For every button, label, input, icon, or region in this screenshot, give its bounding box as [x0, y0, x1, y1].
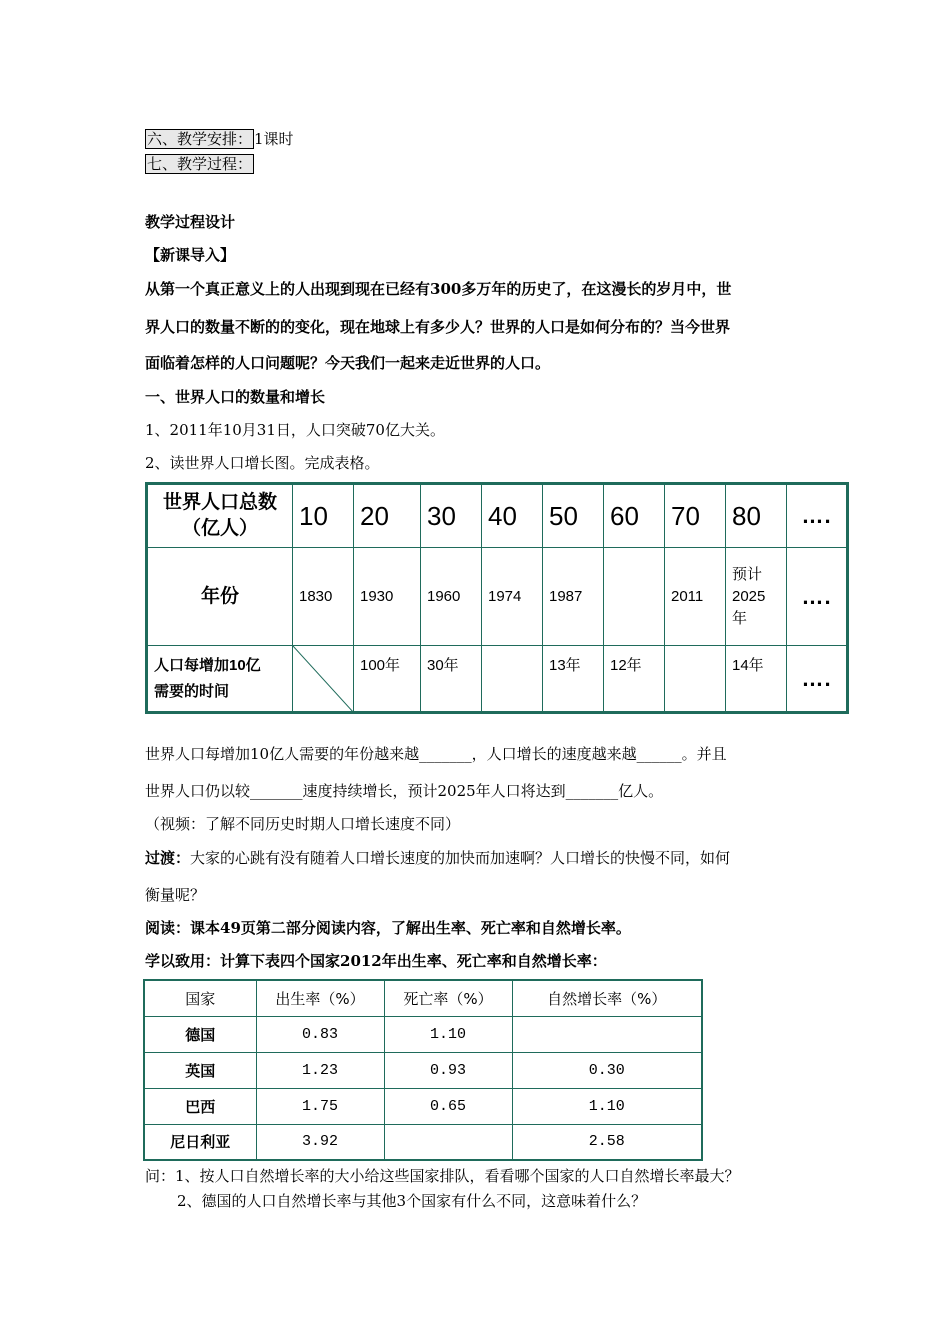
- death-cell: 0.93: [384, 1052, 512, 1088]
- death-cell: 0.65: [384, 1088, 512, 1124]
- total-cell: 70: [665, 484, 726, 548]
- year-cell: [604, 548, 665, 646]
- question-2: 2、德国的人口自然增长率与其他3个国家有什么不同，这意味着什么？: [177, 1192, 647, 1210]
- diagonal-line: [293, 646, 354, 713]
- process-label: 七、教学过程：: [147, 155, 253, 173]
- header-birth: 出生率（%）: [256, 980, 384, 1016]
- transition-line: [145, 847, 730, 868]
- item-2: 2、读世界人口增长图。完成表格。: [145, 454, 380, 472]
- total-cell: 50: [543, 484, 604, 548]
- year-cell: 2011: [665, 548, 726, 646]
- fill-line-2: 世界人口仍以较_______速度持续增长，预计2025年人口将达到_______亿人。: [145, 782, 664, 800]
- table-row: [144, 1088, 702, 1124]
- birth-cell: 3.92: [256, 1124, 384, 1160]
- natural-cell: 2.58: [512, 1124, 702, 1160]
- year-cell: 1974: [482, 548, 543, 646]
- total-cell: 20: [354, 484, 421, 548]
- death-cell: 1.10: [384, 1016, 512, 1052]
- table-row: [144, 1016, 702, 1052]
- apply-line: 学以致用：计算下表四个国家2012年出生率、死亡率和自然增长率：: [145, 952, 607, 970]
- intro-heading: 【新课导入】: [145, 246, 236, 264]
- video-note: （视频：了解不同历史时期人口增长速度不同）: [145, 815, 461, 833]
- natural-cell: 0.30: [512, 1052, 702, 1088]
- year-cell: 1960: [421, 548, 482, 646]
- reading-line: 阅读：课本49页第二部分阅读内容，了解出生率、死亡率和自然增长率。: [145, 919, 631, 937]
- table-row: [144, 1052, 702, 1088]
- section1-heading: 一、世界人口的数量和增长: [145, 388, 326, 406]
- forecast-year-cell: 预计 2025 年: [726, 548, 787, 646]
- table-row: [144, 1124, 702, 1160]
- transition-line-2: 衡量呢？: [145, 886, 206, 904]
- years-label: 年份: [147, 548, 293, 646]
- teaching-process: [145, 153, 254, 174]
- intervals-label: 人口每增加10亿 需要的时间: [147, 646, 293, 713]
- teaching-arrangement: [145, 128, 294, 149]
- country-cell: 英国: [144, 1052, 256, 1088]
- header-death: 死亡率（%）: [384, 980, 512, 1016]
- interval-cell: 100年: [354, 646, 421, 713]
- rate-header-row: [144, 980, 702, 1016]
- interval-cell: [665, 646, 726, 713]
- total-cell: 80: [726, 484, 787, 548]
- arrangement-value: 1课时: [254, 130, 294, 148]
- population-row-years: [147, 548, 848, 646]
- population-row-totals: [147, 484, 848, 548]
- question-1: 问：1、按人口自然增长率的大小给这些国家排队，看看哪个国家的人口自然增长率最大？: [145, 1167, 740, 1185]
- arrangement-label: 六、教学安排：: [147, 130, 253, 148]
- year-cell: 1930: [354, 548, 421, 646]
- natural-cell: 1.10: [512, 1088, 702, 1124]
- item-1: 1、2011年10月31日，人口突破70亿大关。: [145, 421, 445, 439]
- year-cell: 1830: [293, 548, 354, 646]
- birth-cell: 1.75: [256, 1088, 384, 1124]
- total-cell: 60: [604, 484, 665, 548]
- country-cell: 尼日利亚: [144, 1124, 256, 1160]
- death-cell: [384, 1124, 512, 1160]
- country-cell: 巴西: [144, 1088, 256, 1124]
- population-row-intervals: [147, 646, 848, 713]
- intro-line-3: 面临着怎样的人口问题呢？今天我们一起来走近世界的人口。: [145, 354, 551, 372]
- birth-cell: 1.23: [256, 1052, 384, 1088]
- year-cell-more: ….: [787, 548, 848, 646]
- interval-cell: 14年: [726, 646, 787, 713]
- birth-cell: 0.83: [256, 1016, 384, 1052]
- interval-cell: 12年: [604, 646, 665, 713]
- interval-cell-more: ….: [787, 646, 848, 713]
- transition-text: 大家的心跳有没有随着人口增长速度的加快而加速啊？人口增长的快慢不同，如何: [190, 849, 731, 867]
- intro-line-2: 界人口的数量不断的的变化，现在地球上有多少人？世界的人口是如何分布的？当今世界: [145, 318, 731, 336]
- intro-line-1: 从第一个真正意义上的人出现到现在已经有300多万年的历史了，在这漫长的岁月中，世: [145, 280, 732, 298]
- total-cell: 10: [293, 484, 354, 548]
- design-title: 教学过程设计: [145, 213, 236, 231]
- year-cell: 1987: [543, 548, 604, 646]
- country-cell: 德国: [144, 1016, 256, 1052]
- total-cell: 40: [482, 484, 543, 548]
- total-cell: 30: [421, 484, 482, 548]
- natural-cell: [512, 1016, 702, 1052]
- interval-cell: 13年: [543, 646, 604, 713]
- header-natural: 自然增长率（%）: [512, 980, 702, 1016]
- fill-line-1: 世界人口每增加10亿人需要的年份越来越_______，人口增长的速度越来越______。并且: [145, 745, 727, 763]
- interval-cell: [482, 646, 543, 713]
- header-country: 国家: [144, 980, 256, 1016]
- diagonal-cell: [293, 646, 354, 713]
- totals-label: 世界人口总数 （亿人）: [147, 484, 293, 548]
- transition-label: 过渡：: [145, 849, 191, 867]
- total-cell-more: ….: [787, 484, 848, 548]
- population-table: [145, 482, 849, 714]
- interval-cell: 30年: [421, 646, 482, 713]
- rate-table: [143, 979, 703, 1161]
